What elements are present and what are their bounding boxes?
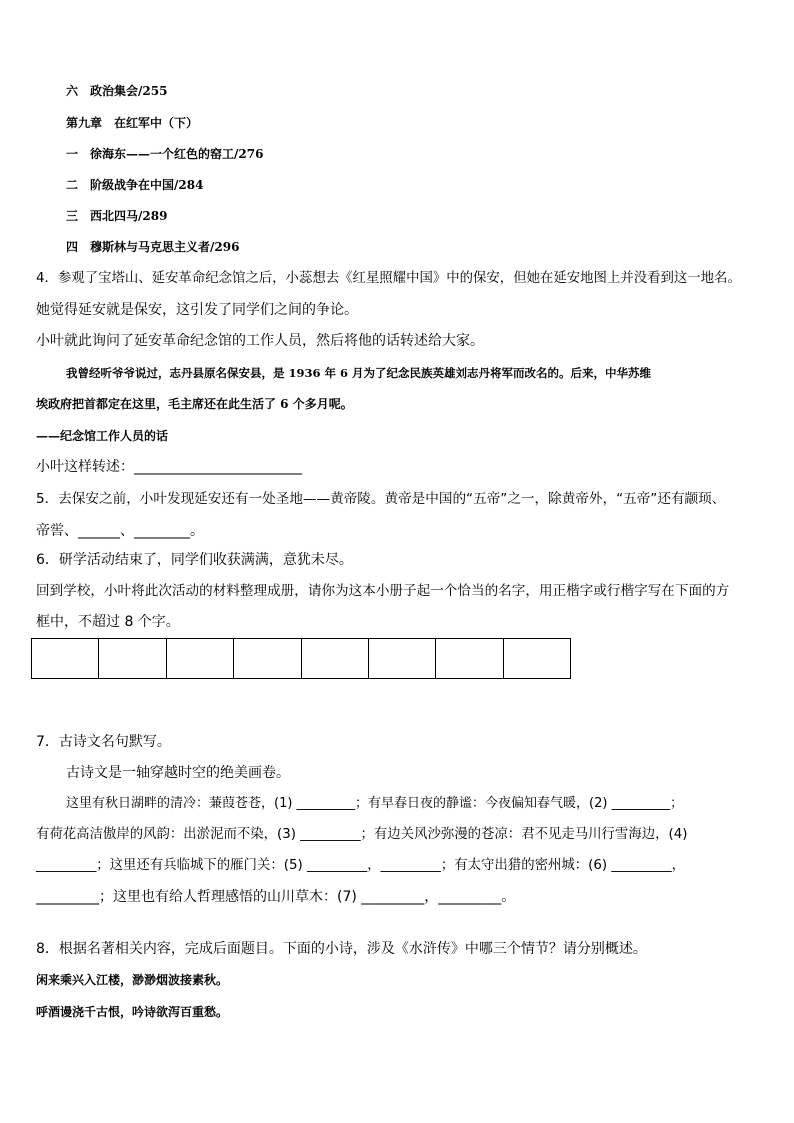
answer-box-grid: [31, 638, 571, 679]
q4-quote-line-1: 我曾经听爷爷说过，志丹县原名保安县，是 1936 年 6 月为了纪念民族英雄刘志丹将军而改名的。后来，中华苏维: [66, 366, 652, 380]
q7-line-2: 有荷花高洁傲岸的风韵：出淤泥而不染，(3) _________；有边关风沙弥漫的苍凉：君不见走马川行雪海边，(4): [36, 827, 688, 842]
answer-box[interactable]: [167, 639, 234, 678]
q4-line-3: 小叶就此询问了延安革命纪念馆的工作人员，然后将他的话转述给大家。: [36, 333, 484, 349]
q4-answer-prompt: 小叶这样转述：________________________: [36, 459, 302, 475]
answer-box[interactable]: [234, 639, 301, 678]
answer-box[interactable]: [436, 639, 503, 678]
q4-quote-line-2: 埃政府把首都定在这里，毛主席还在此生活了 6 个多月呢。: [36, 397, 353, 411]
toc-item-1: 一 徐海东——一个红色的窑工/276: [66, 147, 264, 161]
answer-box[interactable]: [504, 639, 570, 678]
q5-line-2: 帝喾、______、________。: [36, 523, 204, 539]
answer-box[interactable]: [302, 639, 369, 678]
q7-line-1: 这里有秋日湖畔的清冷：蒹葭苍苍，(1) _________；有早春日夜的静谧：今夜偏知春气暖，(2) _________；: [66, 796, 684, 811]
q4-line-2: 她觉得延安就是保安，这引发了同学们之间的争论。: [36, 302, 358, 318]
toc-item-3: 三 西北四马/289: [66, 209, 168, 223]
toc-item-4: 四 穆斯林与马克思主义者/296: [66, 240, 240, 254]
q7-intro: 古诗文是一轴穿越时空的绝美画卷。: [66, 765, 290, 781]
q4-line-1: 4．参观了宝塔山、延安革命纪念馆之后，小蕊想去《红星照耀中国》中的保安，但她在延安地图上并没看到这一地名。: [36, 271, 741, 286]
toc-item-2: 二 阶级战争在中国/284: [66, 178, 204, 192]
q4-source: ——纪念馆工作人员的话: [36, 429, 169, 443]
q7-line-4: _________；这里也有给人哲理感悟的山川草木：(7) _________，_________。: [36, 889, 516, 905]
q7-title: 7．古诗文名句默写。: [36, 734, 171, 750]
q6-line-3: 框中，不超过 8 个字。: [36, 614, 180, 630]
toc-chapter-9: 第九章 在红军中（下）: [66, 116, 199, 130]
toc-item-6: 六 政治集会/255: [66, 84, 168, 98]
answer-box[interactable]: [32, 639, 99, 678]
q6-line-1: 6．研学活动结束了，同学们收获满满，意犹未尽。: [36, 552, 353, 568]
q6-line-2: 回到学校，小叶将此次活动的材料整理成册，请你为这本小册子起一个恰当的名字，用正楷字或行楷字写在下面的方: [36, 583, 730, 599]
q8-poem-line-1: 闲来乘兴入江楼，渺渺烟波接素秋。: [36, 973, 229, 987]
answer-box[interactable]: [369, 639, 436, 678]
answer-box[interactable]: [99, 639, 166, 678]
q8-title: 8．根据名著相关内容，完成后面题目。下面的小诗，涉及《水浒传》中哪三个情节？请分别概述。: [36, 941, 647, 957]
q5-line-1: 5．去保安之前，小叶发现延安还有一处圣地——黄帝陵。黄帝是中国的“五帝”之一，除黄帝外，“五帝”还有颛顼、: [36, 491, 726, 507]
q8-poem-line-2: 呼酒谩浇千古恨，吟诗欲泻百重愁。: [36, 1005, 229, 1019]
q7-line-3: _________；这里还有兵临城下的雁门关：(5) _________，_________；有太守出猎的密州城：(6) _________，: [36, 858, 686, 873]
